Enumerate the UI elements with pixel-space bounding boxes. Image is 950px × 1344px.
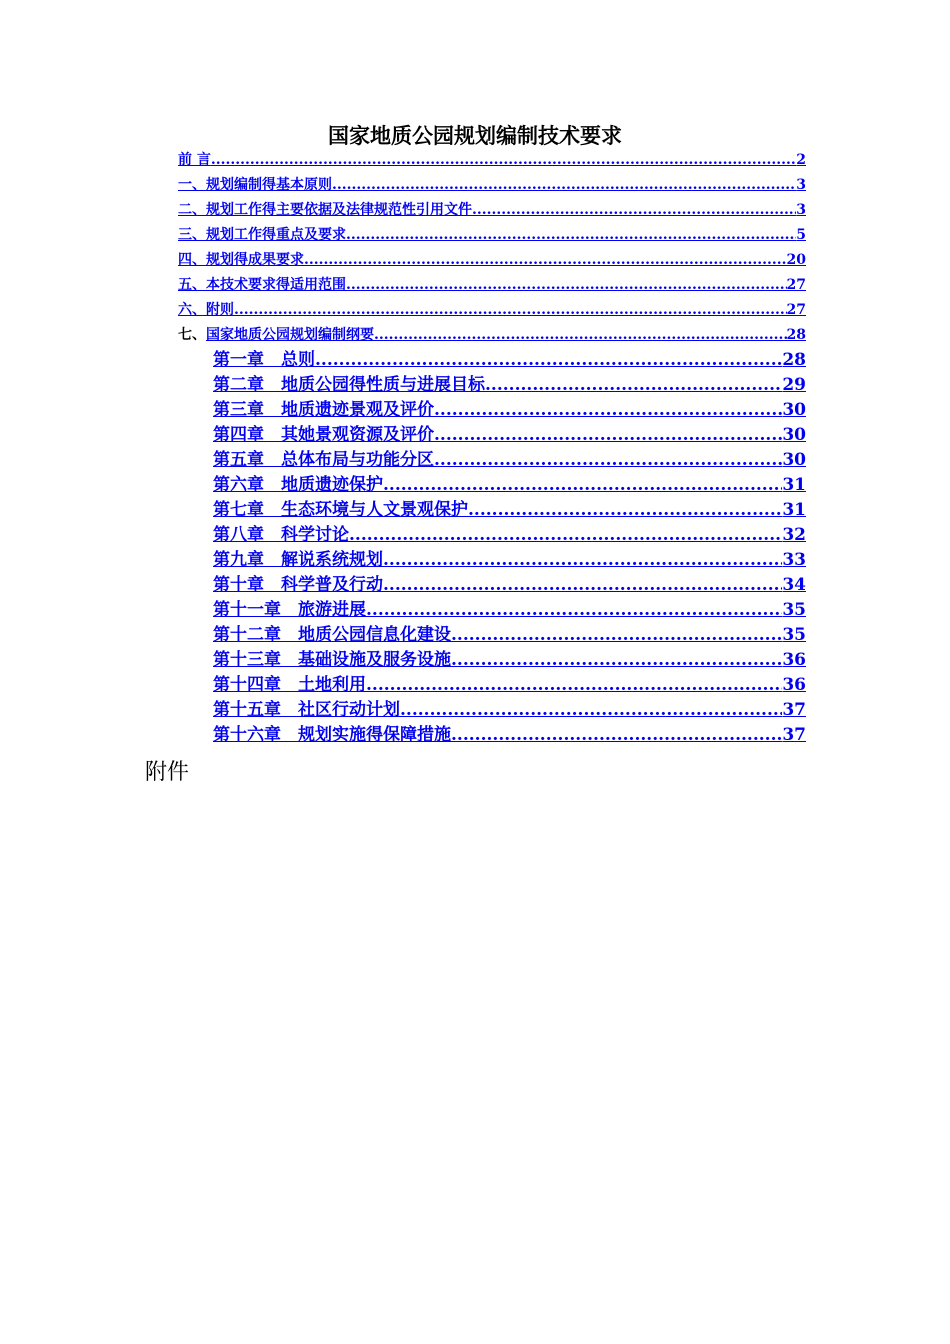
toc-entry-chapter-15[interactable] bbox=[213, 698, 806, 723]
toc-dot-leader bbox=[374, 323, 787, 348]
toc-entry-label: 第三章 地质遗迹景观及评价 bbox=[213, 400, 434, 420]
toc-page-number: 35 bbox=[782, 600, 806, 620]
toc-page-number: 27 bbox=[786, 277, 806, 293]
toc-entry-chapter-11[interactable] bbox=[213, 598, 806, 623]
toc-dot-leader bbox=[366, 673, 782, 698]
toc-entry-label: 二、规划工作得主要依据及法律规范性引用文件 bbox=[178, 202, 472, 218]
toc-dot-leader bbox=[400, 698, 782, 723]
toc-dot-leader bbox=[468, 498, 782, 523]
toc-entry-chapter-6[interactable] bbox=[213, 473, 806, 498]
toc-dot-leader bbox=[485, 373, 782, 398]
toc-entry-label: 六、附则 bbox=[178, 302, 234, 318]
toc-entry-chapter-9[interactable] bbox=[213, 548, 806, 573]
toc-entry-chapter-3[interactable] bbox=[213, 398, 806, 423]
toc-page-number: 37 bbox=[782, 700, 806, 720]
toc-page-number: 34 bbox=[782, 575, 806, 595]
toc-dot-leader bbox=[451, 623, 782, 648]
toc-page-number: 36 bbox=[782, 675, 806, 695]
toc-page-number: 28 bbox=[782, 350, 806, 370]
toc-entry-label: 前 言 bbox=[178, 152, 211, 168]
toc-dot-leader bbox=[472, 198, 796, 223]
toc-page-number: 29 bbox=[782, 375, 806, 395]
toc-entry-label: 第十二章 地质公园信息化建设 bbox=[213, 625, 451, 645]
toc-page-number: 30 bbox=[782, 400, 806, 420]
toc-entry-section-6[interactable] bbox=[178, 298, 806, 323]
toc-entry-section-7[interactable] bbox=[178, 323, 806, 348]
toc-entry-chapter-13[interactable] bbox=[213, 648, 806, 673]
toc-entry-label: 第十三章 基础设施及服务设施 bbox=[213, 650, 451, 670]
toc-entry-section-1[interactable] bbox=[178, 173, 806, 198]
toc-dot-leader bbox=[332, 173, 796, 198]
toc-dot-leader bbox=[346, 273, 787, 298]
toc-page-number: 33 bbox=[782, 550, 806, 570]
toc-dot-leader bbox=[366, 598, 782, 623]
toc-page-number: 3 bbox=[796, 177, 806, 193]
toc-dot-leader bbox=[383, 473, 782, 498]
toc-page-number: 28 bbox=[786, 327, 806, 343]
toc-page-number: 30 bbox=[782, 425, 806, 445]
toc-entry-chapter-10[interactable] bbox=[213, 573, 806, 598]
toc-entry-label: 五、本技术要求得适用范围 bbox=[178, 277, 346, 293]
toc-dot-leader bbox=[304, 248, 787, 273]
toc-entry-chapter-16[interactable] bbox=[213, 723, 806, 748]
toc-dot-leader bbox=[451, 723, 782, 748]
toc-entry-label: 第六章 地质遗迹保护 bbox=[213, 475, 383, 495]
toc-entry-chapter-2[interactable] bbox=[213, 373, 806, 398]
toc-entry-label: 第一章 总则 bbox=[213, 350, 315, 370]
toc-entry-label: 第八章 科学讨论 bbox=[213, 525, 349, 545]
toc-page-number: 27 bbox=[786, 302, 806, 318]
toc-entry-chapter-7[interactable] bbox=[213, 498, 806, 523]
toc-page-number: 20 bbox=[786, 252, 806, 268]
toc-entry-label: 第十五章 社区行动计划 bbox=[213, 700, 400, 720]
toc-entry-label: 第十一章 旅游进展 bbox=[213, 600, 366, 620]
toc-entry-chapter-5[interactable] bbox=[213, 448, 806, 473]
toc-entry-label: 第十六章 规划实施得保障措施 bbox=[213, 725, 451, 745]
toc-page-number: 31 bbox=[782, 475, 806, 495]
toc-entry-preface[interactable] bbox=[178, 148, 806, 173]
toc-dot-leader bbox=[315, 348, 782, 373]
toc-entry-prefix: 七、 bbox=[178, 327, 206, 343]
toc-entry-label: 第七章 生态环境与人文景观保护 bbox=[213, 500, 468, 520]
toc-entry-chapter-1[interactable] bbox=[213, 348, 806, 373]
toc-dot-leader bbox=[434, 448, 782, 473]
toc-dot-leader bbox=[211, 148, 796, 173]
toc-entry-chapter-14[interactable] bbox=[213, 673, 806, 698]
table-of-contents bbox=[178, 148, 806, 748]
toc-page-number: 3 bbox=[796, 202, 806, 218]
toc-dot-leader bbox=[434, 423, 782, 448]
toc-entry-chapter-4[interactable] bbox=[213, 423, 806, 448]
toc-dot-leader bbox=[346, 223, 796, 248]
toc-entry-label: 国家地质公园规划编制纲要 bbox=[206, 327, 374, 343]
toc-entry-label: 三、规划工作得重点及要求 bbox=[178, 227, 346, 243]
toc-page-number: 31 bbox=[782, 500, 806, 520]
toc-entry-section-4[interactable] bbox=[178, 248, 806, 273]
toc-page-number: 2 bbox=[796, 152, 806, 168]
toc-dot-leader bbox=[234, 298, 787, 323]
toc-page-number: 32 bbox=[782, 525, 806, 545]
toc-page-number: 35 bbox=[782, 625, 806, 645]
toc-dot-leader bbox=[451, 648, 782, 673]
toc-entry-section-5[interactable] bbox=[178, 273, 806, 298]
toc-entry-label: 一、规划编制得基本原则 bbox=[178, 177, 332, 193]
toc-entry-label: 第二章 地质公园得性质与进展目标 bbox=[213, 375, 485, 395]
toc-dot-leader bbox=[383, 548, 782, 573]
toc-entry-chapter-8[interactable] bbox=[213, 523, 806, 548]
document-title: 国家地质公园规划编制技术要求 bbox=[328, 123, 622, 148]
toc-entry-label: 第五章 总体布局与功能分区 bbox=[213, 450, 434, 470]
toc-entry-label: 第十四章 土地利用 bbox=[213, 675, 366, 695]
toc-entry-label: 四、规划得成果要求 bbox=[178, 252, 304, 268]
toc-entry-section-2[interactable] bbox=[178, 198, 806, 223]
toc-page-number: 37 bbox=[782, 725, 806, 745]
toc-entry-section-3[interactable] bbox=[178, 223, 806, 248]
toc-page-number: 30 bbox=[782, 450, 806, 470]
toc-entry-chapter-12[interactable] bbox=[213, 623, 806, 648]
toc-dot-leader bbox=[349, 523, 782, 548]
toc-page-number: 5 bbox=[796, 227, 806, 243]
toc-entry-label: 第十章 科学普及行动 bbox=[213, 575, 383, 595]
toc-dot-leader bbox=[383, 573, 782, 598]
toc-page-number: 36 bbox=[782, 650, 806, 670]
appendix-heading: 附件 bbox=[145, 760, 190, 785]
toc-entry-label: 第九章 解说系统规划 bbox=[213, 550, 383, 570]
toc-entry-label: 第四章 其她景观资源及评价 bbox=[213, 425, 434, 445]
toc-dot-leader bbox=[434, 398, 782, 423]
